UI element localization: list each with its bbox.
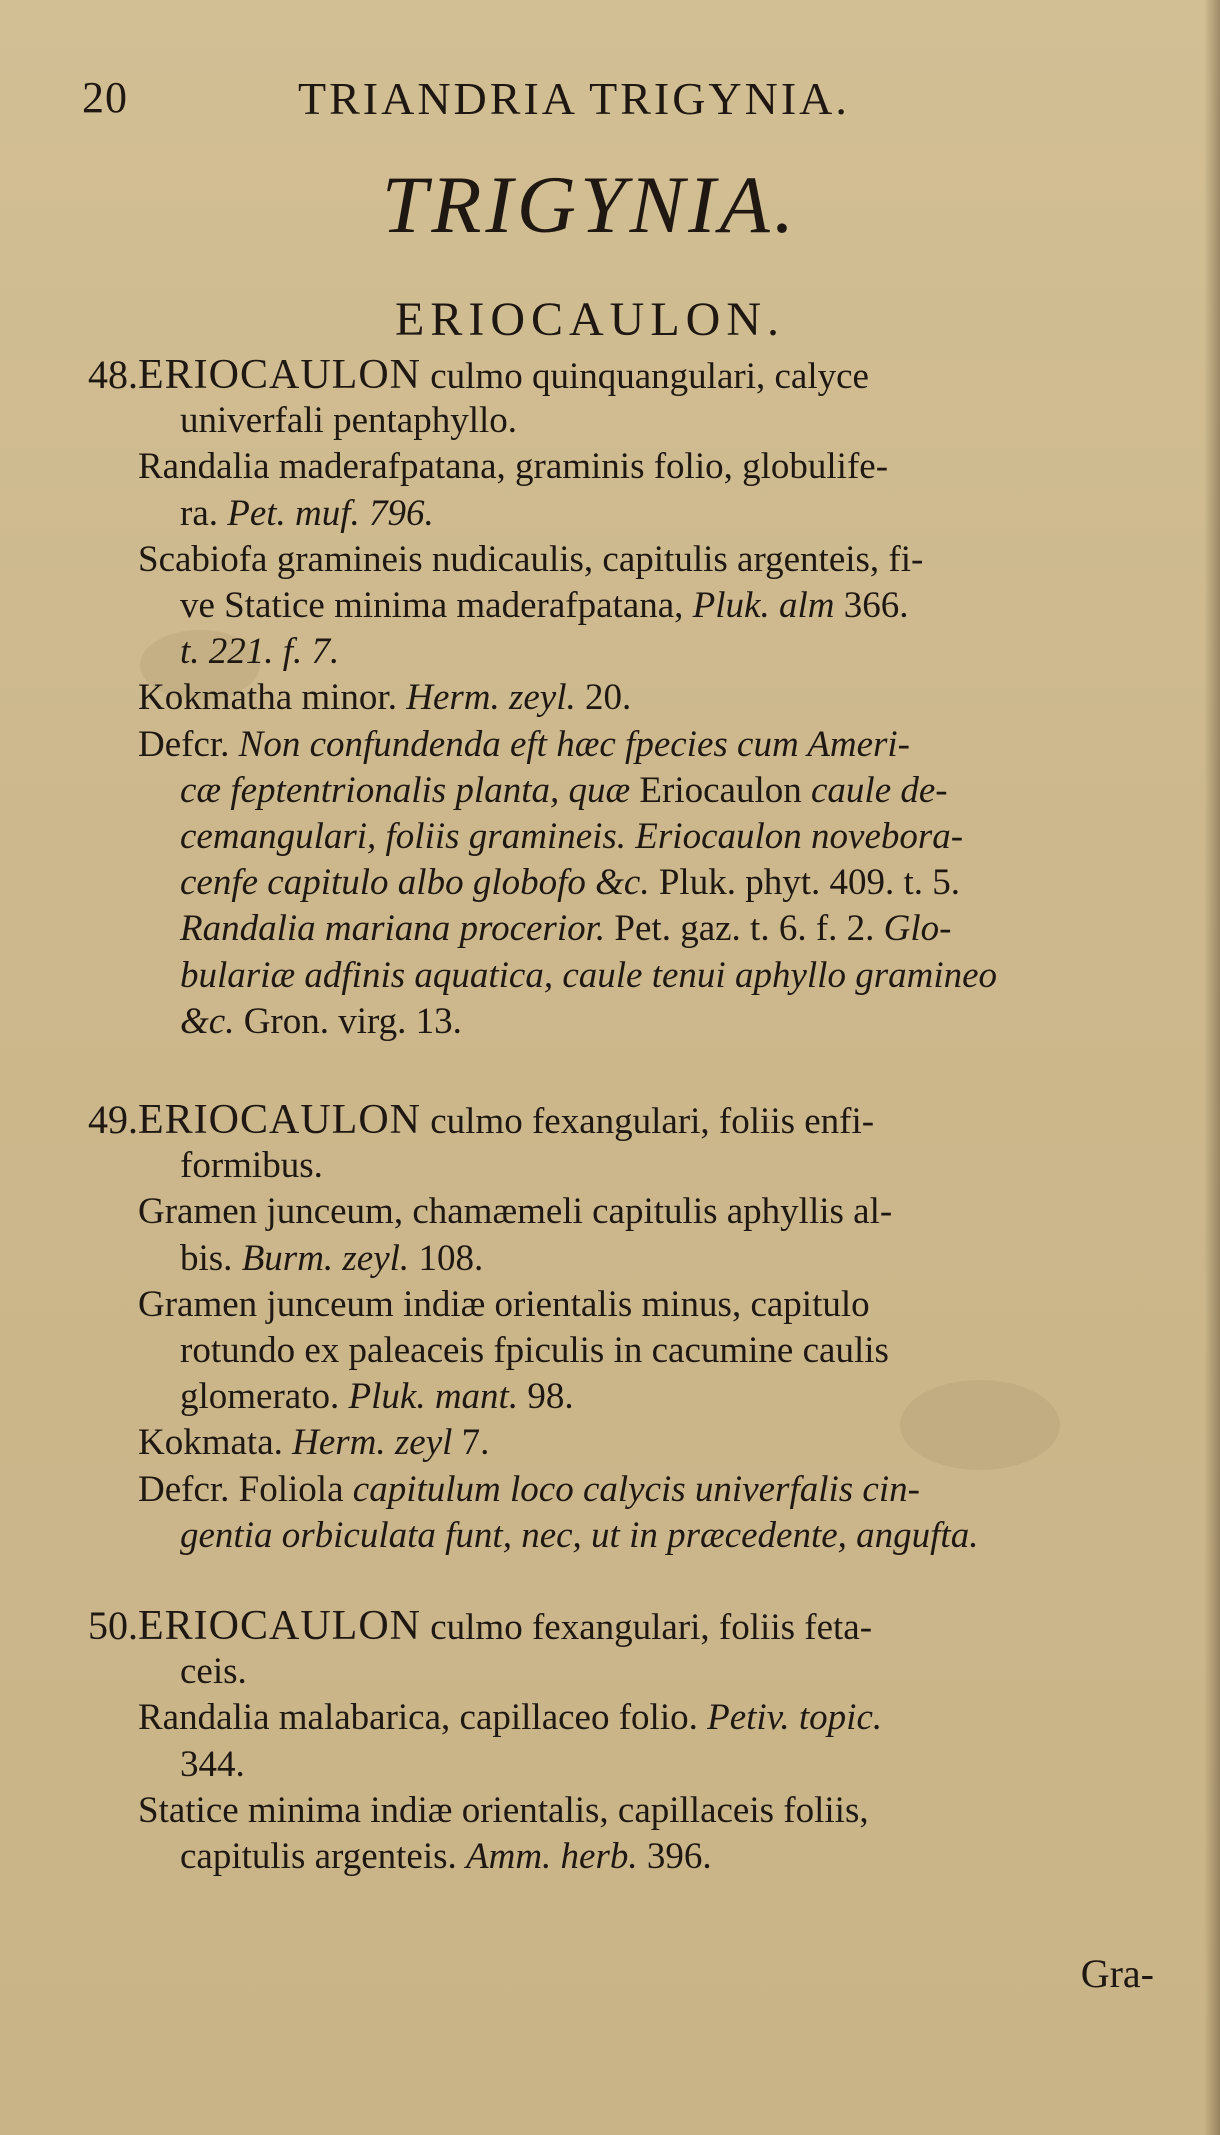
roman-text: Statice minima indiæ orientalis, capillaceis foliis, bbox=[138, 1790, 869, 1831]
roman-text: rotundo ex paleaceis fpiculis in cacumine caulis bbox=[180, 1330, 889, 1371]
roman-text: 366. bbox=[834, 585, 909, 626]
entry-text-line bbox=[138, 675, 631, 721]
roman-text: formibus. bbox=[180, 1145, 323, 1186]
entry-text-line bbox=[180, 583, 908, 629]
roman-text: 396. bbox=[637, 1836, 712, 1877]
roman-text: ra. bbox=[180, 493, 228, 534]
genus-name: ERIOCAULON bbox=[138, 352, 421, 398]
genus-title: ERIOCAULON. bbox=[395, 293, 785, 346]
section-title: TRIGYNIA. bbox=[381, 159, 799, 250]
entry-number: 48. bbox=[88, 352, 138, 397]
entry-text-line bbox=[180, 1236, 483, 1282]
italic-text: gentia orbiculata funt, nec, ut in præcedente, angufta. bbox=[180, 1515, 979, 1556]
entry-text-line bbox=[180, 1513, 978, 1559]
running-head bbox=[80, 72, 1140, 132]
italic-text: t. 221. f. 7. bbox=[180, 631, 340, 672]
entry-text-line bbox=[180, 768, 948, 814]
roman-text: Pluk. phyt. 409. t. 5. bbox=[649, 862, 961, 903]
roman-text: Pet. gaz. t. 6. f. 2. bbox=[605, 908, 884, 949]
roman-text: Kokmata. bbox=[138, 1422, 293, 1463]
entry-heading-line bbox=[88, 1603, 873, 1651]
entry-text-line bbox=[180, 1649, 247, 1695]
entry-text-line bbox=[180, 398, 517, 444]
roman-text: bis. bbox=[180, 1238, 242, 1279]
entry-text-line bbox=[180, 1742, 245, 1788]
italic-text: Glo- bbox=[883, 908, 952, 949]
entry-text-line bbox=[180, 814, 963, 860]
italic-text: Herm. zeyl bbox=[292, 1422, 453, 1463]
roman-text: Randalia malabarica, capillaceo folio. bbox=[138, 1697, 708, 1738]
italic-text: caule de- bbox=[811, 770, 948, 811]
entry-text-line bbox=[180, 953, 997, 999]
entry-text-line bbox=[180, 1834, 712, 1880]
roman-text: 108. bbox=[409, 1238, 484, 1279]
roman-text: 344. bbox=[180, 1744, 245, 1785]
italic-text: Randalia mariana procerior. bbox=[180, 908, 606, 949]
italic-text: Non confundenda eft hæc fpecies cum Ameri- bbox=[238, 724, 911, 765]
entry-text-line bbox=[138, 1467, 920, 1513]
italic-text: cemangulari, foliis gramineis. Eriocaulon novebora- bbox=[180, 816, 964, 857]
roman-text: univerfali pentaphyllo. bbox=[180, 400, 518, 441]
roman-text: Kokmatha minor. bbox=[138, 677, 407, 718]
entry-text-line bbox=[138, 722, 910, 768]
roman-text: 98. bbox=[518, 1376, 574, 1417]
roman-text: Defcr. Foliola bbox=[138, 1469, 353, 1510]
roman-text: culmo fexangulari, foliis feta- bbox=[420, 1607, 873, 1648]
italic-text: Petiv. topic. bbox=[707, 1697, 883, 1738]
italic-text: cæ feptentrionalis planta, quæ bbox=[180, 770, 631, 811]
entry-text-line bbox=[138, 1282, 870, 1328]
entry-text-line bbox=[138, 1420, 489, 1466]
entry-heading-line bbox=[88, 1097, 875, 1145]
entry-text-line bbox=[138, 1788, 869, 1834]
roman-text: ceis. bbox=[180, 1651, 247, 1692]
entry-number: 49. bbox=[88, 1097, 138, 1142]
italic-text: Herm. zeyl. bbox=[406, 677, 576, 718]
roman-text: ve Statice minima maderafpatana, bbox=[180, 585, 693, 626]
roman-text: Eriocaulon bbox=[630, 770, 811, 811]
entry-text-line bbox=[180, 1143, 323, 1189]
roman-text: Scabiofa gramineis nudicaulis, capitulis argenteis, fi- bbox=[138, 539, 924, 580]
roman-text: Defcr. bbox=[138, 724, 239, 765]
entry-text-line bbox=[180, 1374, 574, 1420]
roman-text: Gramen junceum indiæ orientalis minus, capitulo bbox=[138, 1284, 870, 1325]
entry-text-line bbox=[180, 860, 960, 906]
entry-text-line bbox=[138, 444, 888, 490]
running-title: TRIANDRIA TRIGYNIA. bbox=[298, 73, 850, 124]
entry-text-line bbox=[138, 1695, 882, 1741]
roman-text: culmo quinquangulari, calyce bbox=[420, 356, 869, 397]
entry-text-line bbox=[180, 629, 339, 675]
roman-text: Gramen junceum, chamæmeli capitulis aphyllis al- bbox=[138, 1191, 893, 1232]
italic-text: Pet. muf. 796. bbox=[227, 493, 434, 534]
italic-text: capitulum loco calycis univerfalis cin- bbox=[352, 1469, 920, 1510]
entry-number: 50. bbox=[88, 1603, 138, 1648]
italic-text: bulariæ adfinis aquatica, caule tenui aphyllo gramineo bbox=[180, 955, 998, 996]
page-edge-shadow bbox=[1204, 0, 1220, 2135]
entry-text-line bbox=[180, 491, 434, 537]
italic-text: Amm. herb. bbox=[466, 1836, 638, 1877]
italic-text: &c. bbox=[180, 1001, 235, 1042]
italic-text: Burm. zeyl. bbox=[241, 1238, 410, 1279]
roman-text: Randalia maderafpatana, graminis folio, globulife- bbox=[138, 446, 889, 487]
entry-text-line bbox=[180, 906, 951, 952]
italic-text: cenfe capitulo albo globofo &c. bbox=[180, 862, 650, 903]
italic-text: Pluk. mant. bbox=[348, 1376, 519, 1417]
entry-text-line bbox=[180, 1328, 889, 1374]
entry-text-line bbox=[180, 999, 462, 1045]
roman-text: glomerato. bbox=[180, 1376, 349, 1417]
paper-stain bbox=[900, 1380, 1060, 1470]
genus-name: ERIOCAULON bbox=[138, 1603, 421, 1649]
roman-text: culmo fexangulari, foliis enfi- bbox=[420, 1101, 875, 1142]
roman-text: 20. bbox=[575, 677, 632, 718]
roman-text: Gron. virg. 13. bbox=[234, 1001, 462, 1042]
italic-text: Pluk. alm bbox=[692, 585, 835, 626]
catchword: Gra- bbox=[1080, 1951, 1154, 1996]
entry-text-line bbox=[138, 1189, 892, 1235]
genus-name: ERIOCAULON bbox=[138, 1097, 421, 1143]
entry-heading-line bbox=[88, 352, 869, 400]
roman-text: 7. bbox=[452, 1422, 490, 1463]
entry-text-line bbox=[138, 537, 923, 583]
roman-text: capitulis argenteis. bbox=[180, 1836, 466, 1877]
page-number: 20 bbox=[82, 73, 128, 122]
